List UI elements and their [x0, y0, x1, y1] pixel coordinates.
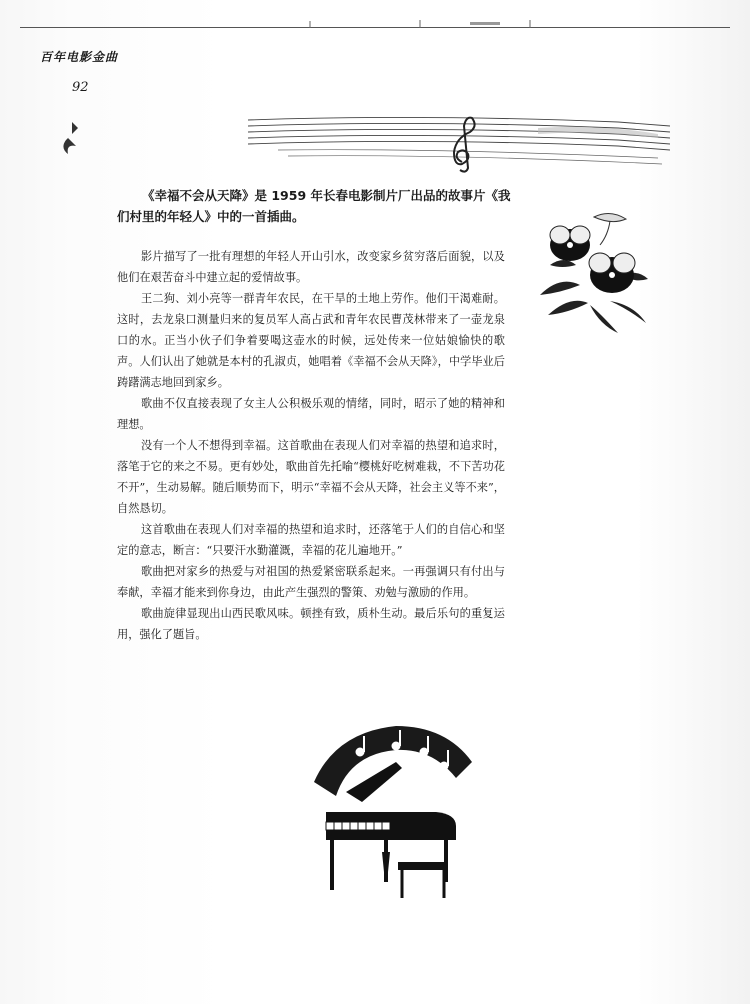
- music-staff-illustration: [58, 108, 670, 174]
- body-paragraph: 歌曲不仅直接表现了女主人公积极乐观的情绪，同时，昭示了她的精神和理想。: [117, 397, 505, 431]
- top-rule-ticks: [300, 18, 620, 28]
- body-paragraph: 没有一个人不想得到幸福。这首歌曲在表现人们对幸福的热望和追求时，落笔于它的来之不易。更有妙处，歌曲首先托喻“樱桃好吃树难栽，不下苦功花不开”，生动易解。随后顺势而下，明示“幸福不会从天降，社会主义等不来”，自然恳切。: [117, 439, 505, 515]
- page-number: 92: [72, 80, 89, 95]
- body-paragraph: 歌曲把对家乡的热爱与对祖国的热爱紧密联系起来。一再强调只有付出与奉献，幸福才能来到你身边，由此产生强烈的警策、劝勉与激励的作用。: [117, 565, 505, 599]
- book-title: 百年电影金曲: [40, 50, 119, 64]
- pansy-flowers-illustration: [530, 205, 650, 340]
- body-paragraph: 歌曲旋律显现出山西民歌风味。顿挫有致，质朴生动。最后乐句的重复运用，强化了题旨。: [117, 607, 505, 641]
- intro-paragraph: 《幸福不会从天降》是 1959 年长春电影制片厂出品的故事片《我们村里的年轻人》中的一首插曲。: [117, 188, 511, 224]
- article-body: [117, 246, 505, 645]
- body-paragraph: 影片描写了一批有理想的年轻人开山引水，改变家乡贫穷落后面貌，以及他们在艰苦奋斗中建立起的爱情故事。: [117, 250, 505, 284]
- body-paragraph: 这首歌曲在表现人们对幸福的热望和追求时，还落笔于人们的自信心和坚定的意志，断言：“只要汗水勤灌溉，幸福的花儿遍地开。”: [117, 523, 505, 557]
- body-paragraph: 王二狗、刘小亮等一群青年农民，在干旱的土地上劳作。他们干渴难耐。这时，去龙泉口测量归来的复员军人高占武和青年农民曹茂林带来了一壶龙泉口的水。正当小伙子们争着要喝这壶水的时候，远处传来一位姑娘愉快的歌声。人们认出了她就是本村的孔淑贞，她唱着《幸福不会从天降》，中学毕业后踌躇满志地回到家乡。: [117, 292, 505, 389]
- grand-piano-illustration: [306, 722, 476, 902]
